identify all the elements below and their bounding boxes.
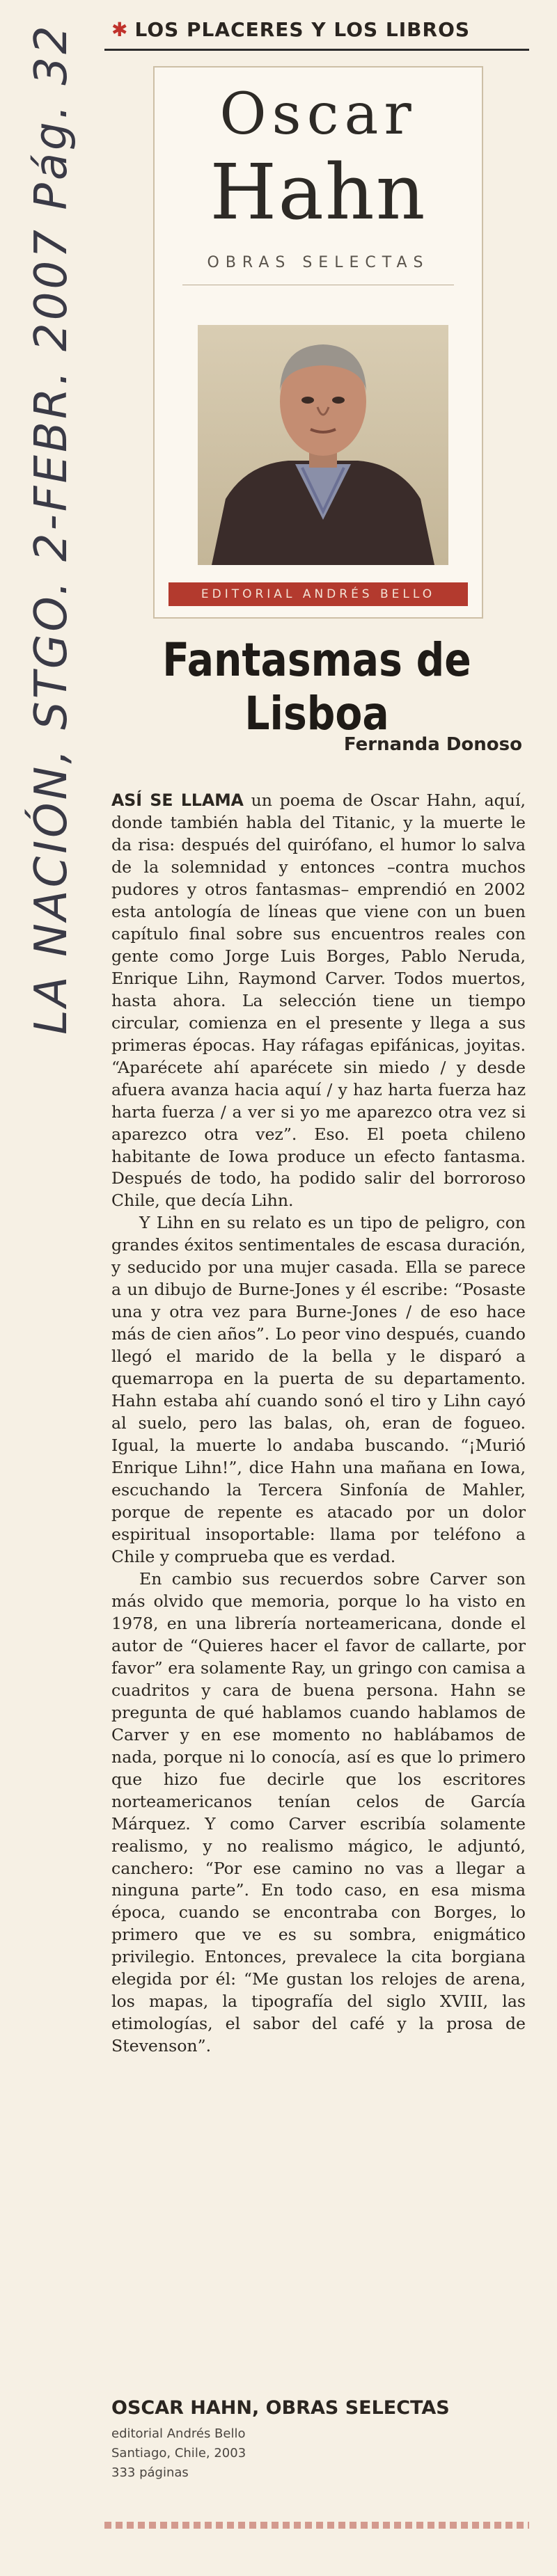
article-column [104, 0, 529, 2576]
article-paragraph: En cambio sus recuerdos sobre Carver son más olvido que memoria, porque lo ha visto en 1978, en una librería norteamericana, donde el autor de “Quieres hacer el favor de callarte, por favor” era solamente Ray, un gringo con camisa a cuadritos y cara de buena persona. Hahn se pregunta de qué hablamos cuando hablamos de Carver y en ese momento no hablábamos de nada, porque ni lo conocía, así es que lo primero que hizo fue decirle que los escritores norteamericanos tenían celos de García Márquez. Y como Carver escribía solamente realismo, y no realismo mágico, le adjuntó, canchero: “Por ese camino no vas a llegar a ninguna parte”. En todo caso, en esa misma época, cuando se encontraba con Borges, lo primero que ve es su sombra, enigmático privilegio. Entonces, prevalece la cita borgiana elegida por él: “Me gustan los relojes de arena, los mapas, la tipografía del siglo XVIII, las etimologías, el sabor del café y la prosa de Stevenson”. [111, 1568, 526, 2056]
book-info-publisher: editorial Andrés Bello [111, 2426, 246, 2441]
article-body [111, 790, 526, 2058]
book-info-pages: 333 páginas [111, 2465, 189, 2480]
handwritten-source-date: LA NACIÓN, STGO. 2-FEBR. 2007 Pág. 32 [26, 23, 77, 1035]
book-info-place-year: Santiago, Chile, 2003 [111, 2446, 246, 2460]
book-info-box [111, 2397, 526, 2483]
article-byline: Fernanda Donoso [343, 734, 522, 755]
handwritten-margin-note [17, 23, 86, 1035]
cover-publisher-band: EDITORIAL ANDRÉS BELLO [168, 582, 468, 606]
article-paragraph [111, 790, 526, 1212]
section-label: LOS PLACERES Y LOS LIBROS [134, 17, 471, 41]
section-header [104, 10, 529, 51]
article-headline: Fantasmas de Lisboa [162, 633, 471, 740]
article-lead-in: ASÍ SE LLAMA [111, 790, 244, 810]
book-info-title: OSCAR HAHN, OBRAS SELECTAS [111, 2397, 450, 2419]
author-portrait [198, 325, 448, 565]
author-portrait-drawing [198, 325, 448, 565]
cover-author-first-name: Oscar [219, 81, 417, 148]
cover-subtitle: OBRAS SELECTAS [207, 254, 430, 271]
article-paragraph: Y Lihn en su relato es un tipo de peligro, con grandes éxitos sentimentales de escasa duración, y seducido por una mujer casada. Ella se parece a un dibujo de Burne-Jones y él escribe: “Posaste una y otra vez para Burne-Jones / de eso hace más de cien años”. Lo peor vino después, cuando llegó el marido de la bella y le disparó a quemarropa en la puerta de su departamento. Hahn estaba ahí cuando sonó el tiro y Lihn cayó al suelo, pero las balas, oh, eran de fogueo. Igual, la muerte lo andaba buscando. “¡Murió Enrique Lihn!”, dice Hahn una mañana en Iowa, escuchando la Tercera Sinfonía de Mahler, porque de repente es atacado por un dolor espiritual insoportable: llama por teléfono a Chile y comprueba que es verdad. [111, 1213, 526, 1566]
star-icon: ✱ [111, 17, 128, 41]
article-paragraph-text: un poema de Oscar Hahn, aquí, donde también habla del Titanic, y la muerte le da risa: después del quirófano, el humor lo salva de la solemnidad y entonces –contra muchos pudores y otros fantasmas– emprendió en 2002 esta antología de líneas que viene con un buen capítulo final sobre sus encuentros reales con gente como Jorge Luis Borges, Pablo Neruda, Enrique Lihn, Raymond Carver. Todos muertos, hasta ahora. La selección tiene un tiempo circular, comienza en el presente y llega a sus primeras épocas. Hay ráfagas epifánicas, joyitas. “Aparécete ahí aparécete sin miedo / y desde afuera avanza hacia aquí / y haz harta fuerza haz harta fuerza / a ver si yo me aparezco otra vez si aparezco otra vez”. Eso. El poeta chileno habitante de Iowa produce un efecto fantasma. Después de todo, ha podido salir del borroroso Chile, que decía Lihn. [111, 790, 526, 1211]
bottom-divider [104, 2522, 529, 2529]
book-cover-image [153, 66, 483, 619]
cover-author-last-name: Hahn [210, 148, 427, 237]
